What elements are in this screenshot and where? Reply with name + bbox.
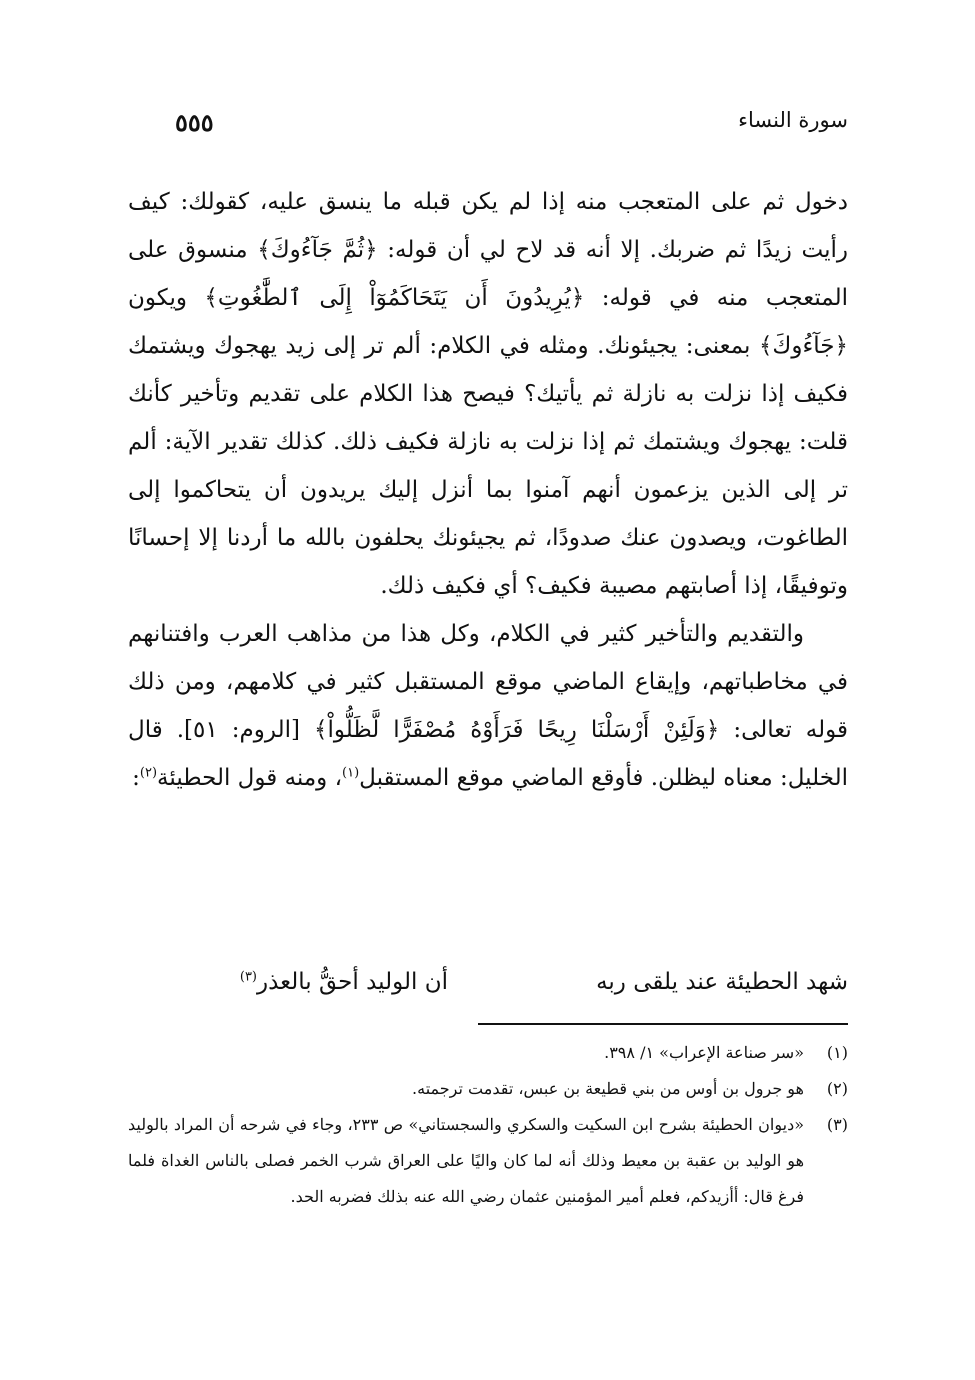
footnote-ref-1[interactable]: (١) bbox=[342, 765, 360, 781]
footnote-text: هو جرول بن أوس من بني قطيعة بن عبس، تقدمت ترجمته. bbox=[412, 1079, 804, 1098]
verse-hemistich-2-text: أن الوليد أحقُّ بالعذر bbox=[257, 969, 448, 995]
footnote-divider bbox=[478, 1023, 848, 1025]
paragraph-1: دخول ثم على المتعجب منه إذا لم يكن قبله ما ينسق عليه، كقولك: كيف رأيت زيدًا ثم ضربك. إلا أنه قد لاح لي أن قوله: ﴿ثُمَّ جَآءُوكَ﴾ منسوق على المتعجب منه في قوله: ﴿يُرِيدُونَ أَن يَتَحَاكَمُوٓاْ إِلَى ٱلطَّٰغُوتِ﴾ ويكون ﴿جَآءُوكَ﴾ بمعنى: يجيئونك. ومثله في الكلام: ألم تر إلى زيد يهجوك ويشتمك فكيف إذا نزلت به نازلة ثم يأتيك؟ فيصح هذا الكلام على تقديم وتأخير كأنك قلت: يهجوك ويشتمك ثم إذا نزلت به نازلة فكيف ذلك. كذلك تقدير الآية: ألم تر إلى الذين يزعمون أنهم آمنوا بما أنزل إليك يريدون أن يتحاكموا إلى الطاغوت، ويصدون عنك صدودًا، ثم يجيئونك يحلفون بالله ما أردنا إلا إحسانًا وتوفيقًا، إذا أصابتهم مصيبة فكيف؟ أي فكيف ذلك. bbox=[128, 189, 848, 599]
footnote-1 bbox=[128, 1035, 848, 1071]
page-number: ٥٥٥ bbox=[175, 108, 214, 137]
footnote-3 bbox=[128, 1107, 848, 1215]
page-header bbox=[175, 108, 848, 148]
footnote-number: (١) bbox=[826, 1043, 848, 1062]
paragraph-2-part-a: والتقديم والتأخير كثير في الكلام، وكل هذا من مذاهب العرب وافتنانهم في مخاطباتهم، وإيقاع الماضي موقع المستقبل كثير في كلامهم، ومن ذلك قوله تعالى: ﴿وَلَئِنْ أَرْسَلْنَا رِيحًا فَرَأَوْهُ مُصْفَرًّا لَّظَلُّواْ﴾ [الروم: ٥١]. قال الخليل: معناه ليظلن. فأوقع الماضي موقع المستقبل bbox=[128, 621, 848, 791]
paragraph-2-part-b: ، ومنه قول الحطيئة bbox=[157, 765, 343, 791]
footnote-text: «سر صناعة الإعراب» ١/ ٣٩٨. bbox=[604, 1043, 804, 1062]
verse-hemistich-2 bbox=[240, 958, 448, 1006]
poetry-verse bbox=[128, 958, 848, 1006]
footnote-text: «ديوان الحطيئة بشرح ابن السكيت والسكري والسجستاني» ص ٢٣٣، وجاء في شرحه أن المراد بالوليد هو الوليد بن عقبة بن معيط وذلك أنه لما كان واليًا على العراق شرب الخمر فصلى بالناس الغداة فلما فرغ قال: أأزيدكم، فعلم أمير المؤمنين عثمان رضي الله عنه بذلك فضربه الحد. bbox=[128, 1115, 804, 1206]
footnotes bbox=[128, 1035, 848, 1215]
footnote-ref-3[interactable]: (٣) bbox=[239, 969, 257, 985]
paragraph-2-part-c: : bbox=[132, 765, 140, 791]
paragraph-2 bbox=[128, 610, 848, 802]
verse-hemistich-1: شهد الحطيئة عند يلقى ربه bbox=[596, 969, 848, 995]
footnote-2 bbox=[128, 1071, 848, 1107]
footnote-ref-2[interactable]: (٢) bbox=[139, 765, 158, 781]
surah-title: سورة النساء bbox=[738, 108, 848, 132]
main-text bbox=[128, 178, 848, 802]
footnote-number: (٢) bbox=[826, 1079, 848, 1098]
footnote-number: (٣) bbox=[826, 1115, 848, 1134]
